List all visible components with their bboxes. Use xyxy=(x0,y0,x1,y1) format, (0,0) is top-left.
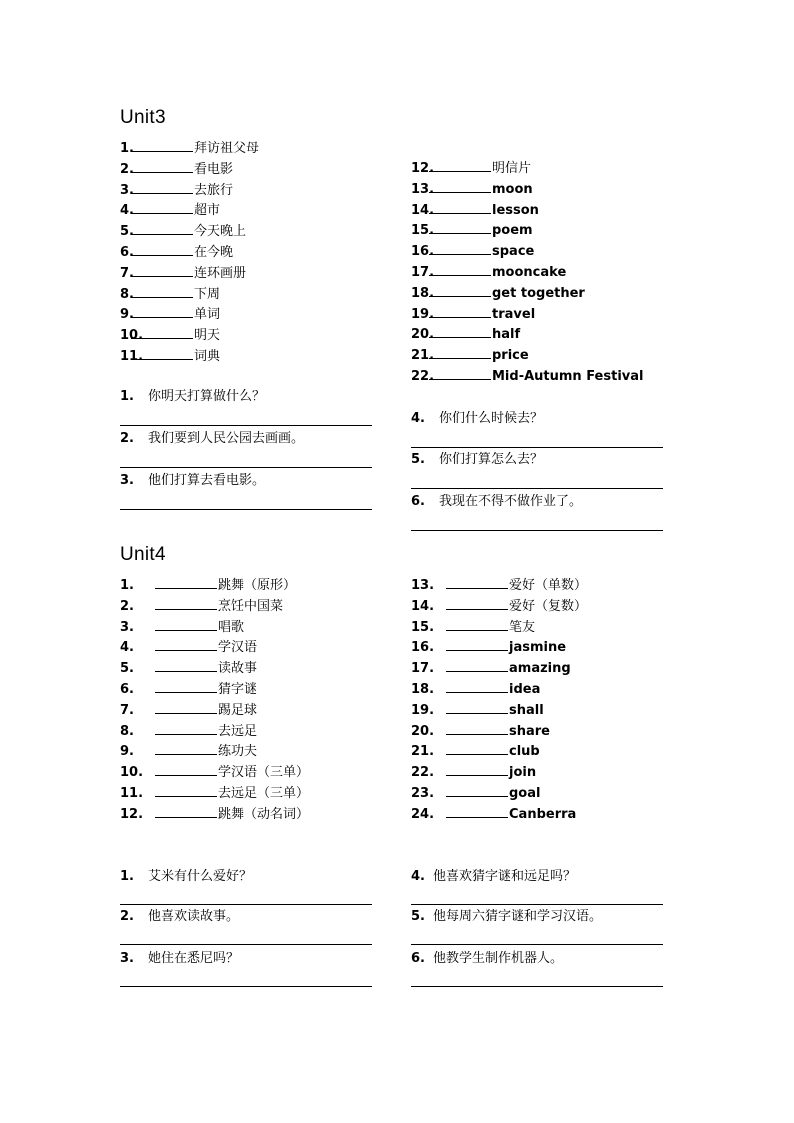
vocab-word: 笔友 xyxy=(509,619,536,635)
item-number: 19. xyxy=(411,702,435,718)
vocab-word: poem xyxy=(492,223,533,239)
item-number: 10. xyxy=(120,328,144,344)
question-number: 3. xyxy=(120,473,134,488)
vocab-item xyxy=(411,366,644,387)
vocab-item xyxy=(411,200,539,221)
vocab-word: 爱好（复数） xyxy=(509,598,588,614)
item-number: 18. xyxy=(411,682,435,697)
item-number: 12. xyxy=(411,161,435,176)
item-number: 9. xyxy=(120,307,134,323)
vocab-item xyxy=(120,221,246,242)
item-number: 8. xyxy=(120,286,134,302)
vocab-item xyxy=(411,679,540,700)
vocab-item xyxy=(411,304,535,325)
item-number: 2. xyxy=(120,598,134,614)
question-text: 你们打算怎么去？ xyxy=(439,452,544,467)
vocab-item xyxy=(411,637,566,658)
vocab-item xyxy=(411,741,540,762)
vocab-word: 读故事 xyxy=(218,661,258,677)
answer-blank[interactable] xyxy=(429,366,491,380)
vocab-item xyxy=(120,741,257,762)
answer-blank[interactable] xyxy=(446,762,508,776)
vocab-item xyxy=(120,700,257,721)
answer-blank[interactable] xyxy=(131,200,193,214)
answer-blank[interactable] xyxy=(155,700,217,714)
vocab-item xyxy=(120,783,309,804)
vocab-word: Mid-Autumn Festival xyxy=(492,369,644,384)
vocab-word: 看电影 xyxy=(194,161,234,177)
question xyxy=(411,410,543,428)
vocab-word: 跳舞（动名词） xyxy=(218,806,310,822)
answer-blank[interactable] xyxy=(131,221,193,235)
item-number: 7. xyxy=(120,265,134,281)
question-number: 6. xyxy=(411,951,425,966)
vocab-item xyxy=(120,325,220,346)
question-text: 他喜欢读故事。 xyxy=(148,909,240,924)
answer-blank[interactable] xyxy=(155,575,217,589)
vocab-item xyxy=(120,180,233,201)
item-number: 1. xyxy=(120,141,134,156)
vocab-item xyxy=(411,283,585,304)
vocab-item xyxy=(411,783,540,804)
vocab-word: Canberra xyxy=(509,806,577,822)
vocab-word: 踢足球 xyxy=(218,702,258,718)
item-number: 24. xyxy=(411,806,435,822)
vocab-item xyxy=(120,263,246,284)
answer-blank[interactable] xyxy=(155,617,217,631)
answer-blank[interactable] xyxy=(446,741,508,755)
vocab-word: 学汉语（三单） xyxy=(218,765,310,781)
answer-blank[interactable] xyxy=(131,284,193,298)
answer-blank[interactable] xyxy=(131,180,193,194)
item-number: 15. xyxy=(411,619,435,635)
answer-blank[interactable] xyxy=(446,783,508,797)
question-number: 2. xyxy=(120,909,134,924)
answer-blank[interactable] xyxy=(429,345,491,359)
vocab-item xyxy=(411,596,587,617)
answer-blank[interactable] xyxy=(429,241,491,255)
vocab-word: 今天晚上 xyxy=(194,224,247,240)
answer-blank[interactable] xyxy=(446,617,508,631)
vocab-item xyxy=(120,346,220,367)
vocab-word: goal xyxy=(509,786,541,801)
vocab-word: shall xyxy=(509,702,544,718)
answer-blank[interactable] xyxy=(155,679,217,693)
vocab-item xyxy=(120,284,220,305)
question xyxy=(411,908,602,926)
vocab-word: 下周 xyxy=(194,286,221,302)
answer-blank[interactable] xyxy=(429,304,491,318)
item-number: 4. xyxy=(120,640,134,656)
item-number: 17. xyxy=(411,265,435,280)
vocab-word: share xyxy=(509,723,550,739)
vocab-item xyxy=(411,241,534,262)
vocab-word: price xyxy=(492,348,529,364)
item-number: 12. xyxy=(120,806,144,822)
question-text: 他们打算去看电影。 xyxy=(148,473,266,488)
vocab-word: 明信片 xyxy=(492,161,532,176)
question-number: 4. xyxy=(411,411,425,426)
vocab-word: club xyxy=(509,744,540,760)
answer-blank[interactable] xyxy=(155,596,217,610)
answer-blank[interactable] xyxy=(155,783,217,797)
item-number: 9. xyxy=(120,744,134,760)
unit-title: Unit4 xyxy=(120,544,166,565)
item-number: 19. xyxy=(411,306,435,322)
question-text: 我现在不得不做作业了。 xyxy=(439,494,583,509)
vocab-item xyxy=(411,721,550,742)
answer-blank[interactable] xyxy=(446,721,508,735)
answer-blank[interactable] xyxy=(155,741,217,755)
item-number: 3. xyxy=(120,182,134,198)
vocab-word: 明天 xyxy=(194,328,221,344)
question-number: 3. xyxy=(120,951,134,966)
answer-blank[interactable] xyxy=(446,700,508,714)
question-text: 我们要到人民公园去画画。 xyxy=(148,431,305,446)
vocab-word: get together xyxy=(492,285,585,301)
vocab-item xyxy=(120,658,257,679)
answer-blank[interactable] xyxy=(429,324,491,338)
item-number: 20. xyxy=(411,327,435,343)
question-text: 你们什么时候去？ xyxy=(439,411,544,426)
vocab-word: 猜字谜 xyxy=(218,682,258,697)
item-number: 5. xyxy=(120,224,134,240)
answer-blank[interactable] xyxy=(446,637,508,651)
answer-blank[interactable] xyxy=(131,346,193,360)
vocab-word: lesson xyxy=(492,202,539,218)
answer-line[interactable] xyxy=(411,488,663,489)
answer-line[interactable] xyxy=(120,425,372,426)
question xyxy=(120,472,265,490)
answer-line[interactable] xyxy=(120,944,372,945)
question xyxy=(120,388,265,406)
answer-blank[interactable] xyxy=(155,721,217,735)
question xyxy=(120,868,252,886)
answer-line[interactable] xyxy=(120,509,372,510)
question-text: 你明天打算做什么？ xyxy=(148,389,266,404)
vocab-word: 爱好（单数） xyxy=(509,578,588,593)
question xyxy=(120,908,239,926)
answer-blank[interactable] xyxy=(429,158,491,172)
item-number: 16. xyxy=(411,640,435,656)
question xyxy=(411,868,576,886)
vocab-word: 在今晚 xyxy=(194,245,234,260)
question-text: 他喜欢猜字谜和远足吗？ xyxy=(433,869,577,884)
answer-line[interactable] xyxy=(120,986,372,987)
item-number: 3. xyxy=(120,619,134,635)
question-number: 2. xyxy=(120,431,134,446)
vocab-word: 词典 xyxy=(194,349,221,364)
vocab-item xyxy=(120,679,257,700)
vocab-word: moon xyxy=(492,181,533,197)
answer-line[interactable] xyxy=(411,944,663,945)
answer-blank[interactable] xyxy=(131,242,193,256)
vocab-word: 练功夫 xyxy=(218,744,258,760)
answer-blank[interactable] xyxy=(446,804,508,818)
answer-line[interactable] xyxy=(411,447,663,448)
item-number: 2. xyxy=(120,161,134,177)
answer-line[interactable] xyxy=(120,467,372,468)
vocab-item xyxy=(120,575,296,596)
item-number: 16. xyxy=(411,244,435,260)
item-number: 13. xyxy=(411,181,435,197)
vocab-item xyxy=(411,617,535,638)
item-number: 21. xyxy=(411,744,435,760)
question-number: 1. xyxy=(120,389,134,404)
vocab-word: space xyxy=(492,244,535,260)
vocab-word: 烹饪中国菜 xyxy=(218,598,284,614)
vocab-word: 学汉语 xyxy=(218,640,258,656)
vocab-word: join xyxy=(509,765,537,781)
answer-blank[interactable] xyxy=(429,179,491,193)
item-number: 6. xyxy=(120,682,134,697)
vocab-item xyxy=(120,762,309,783)
answer-blank[interactable] xyxy=(131,304,193,318)
vocab-item xyxy=(411,220,533,241)
answer-blank[interactable] xyxy=(155,804,217,818)
vocab-word: 去远足（三单） xyxy=(218,786,310,801)
answer-blank[interactable] xyxy=(429,283,491,297)
vocab-item xyxy=(120,138,259,159)
vocab-item xyxy=(120,637,257,658)
unit-title: Unit3 xyxy=(120,107,166,128)
item-number: 18. xyxy=(411,285,435,301)
vocab-item xyxy=(120,242,233,263)
item-number: 7. xyxy=(120,702,134,718)
vocab-item xyxy=(120,200,220,221)
vocab-item xyxy=(411,262,566,283)
vocab-word: 去旅行 xyxy=(194,182,234,198)
answer-line[interactable] xyxy=(411,530,663,531)
vocab-item xyxy=(411,179,533,200)
question-number: 5. xyxy=(411,452,425,467)
question-text: 他教学生制作机器人。 xyxy=(433,951,564,966)
item-number: 17. xyxy=(411,661,435,677)
vocab-word: mooncake xyxy=(492,265,567,280)
item-number: 21. xyxy=(411,348,435,364)
vocab-word: half xyxy=(492,327,521,343)
vocab-item xyxy=(120,617,244,638)
answer-blank[interactable] xyxy=(131,138,193,152)
item-number: 4. xyxy=(120,203,134,219)
item-number: 10. xyxy=(120,765,144,781)
answer-blank[interactable] xyxy=(131,159,193,173)
vocab-word: 跳舞（原形） xyxy=(218,578,297,593)
item-number: 14. xyxy=(411,202,435,218)
vocab-item xyxy=(411,700,544,721)
vocab-word: amazing xyxy=(509,661,571,677)
item-number: 13. xyxy=(411,578,435,593)
item-number: 8. xyxy=(120,723,134,739)
vocab-item xyxy=(120,304,220,325)
question xyxy=(411,950,563,968)
item-number: 1. xyxy=(120,578,134,593)
item-number: 5. xyxy=(120,661,134,677)
vocab-item xyxy=(411,345,529,366)
question xyxy=(411,493,582,511)
answer-blank[interactable] xyxy=(446,658,508,672)
item-number: 15. xyxy=(411,223,435,239)
item-number: 20. xyxy=(411,723,435,739)
vocab-item xyxy=(120,596,283,617)
answer-line[interactable] xyxy=(411,986,663,987)
answer-blank[interactable] xyxy=(446,596,508,610)
vocab-word: 拜访祖父母 xyxy=(194,141,260,156)
vocab-word: jasmine xyxy=(509,640,567,656)
item-number: 14. xyxy=(411,598,435,614)
vocab-item xyxy=(411,762,536,783)
vocab-item xyxy=(411,158,531,179)
question xyxy=(120,950,239,968)
vocab-word: 唱歌 xyxy=(218,619,245,635)
vocab-word: 超市 xyxy=(194,203,221,219)
answer-blank[interactable] xyxy=(446,679,508,693)
vocab-item xyxy=(120,804,309,825)
vocab-word: 去远足 xyxy=(218,723,258,739)
answer-blank[interactable] xyxy=(131,263,193,277)
question-number: 6. xyxy=(411,494,425,509)
answer-line[interactable] xyxy=(120,904,372,905)
vocab-word: idea xyxy=(509,682,541,697)
vocab-word: travel xyxy=(492,306,536,322)
vocab-item xyxy=(411,804,576,825)
answer-blank[interactable] xyxy=(429,220,491,234)
question-text: 艾米有什么爱好？ xyxy=(148,869,253,884)
question-number: 4. xyxy=(411,869,425,884)
question-text: 她住在悉尼吗？ xyxy=(148,951,240,966)
answer-blank[interactable] xyxy=(155,658,217,672)
question-text: 他每周六猜字谜和学习汉语。 xyxy=(433,909,603,924)
item-number: 23. xyxy=(411,786,435,801)
vocab-item xyxy=(411,658,571,679)
question xyxy=(411,451,543,469)
question-number: 1. xyxy=(120,869,134,884)
item-number: 11. xyxy=(120,786,144,801)
vocab-word: 连环画册 xyxy=(194,265,247,281)
vocab-item xyxy=(411,324,520,345)
item-number: 11. xyxy=(120,349,144,364)
vocab-word: 单词 xyxy=(194,307,221,323)
vocab-item xyxy=(411,575,587,596)
answer-blank[interactable] xyxy=(429,262,491,276)
answer-blank[interactable] xyxy=(429,200,491,214)
answer-blank[interactable] xyxy=(446,575,508,589)
answer-blank[interactable] xyxy=(155,762,217,776)
item-number: 22. xyxy=(411,765,435,781)
answer-blank[interactable] xyxy=(131,325,193,339)
question xyxy=(120,430,304,448)
item-number: 22. xyxy=(411,369,435,384)
question-number: 5. xyxy=(411,909,425,924)
answer-line[interactable] xyxy=(411,904,663,905)
vocab-item xyxy=(120,159,233,180)
vocab-item xyxy=(120,721,257,742)
answer-blank[interactable] xyxy=(155,637,217,651)
item-number: 6. xyxy=(120,245,134,260)
